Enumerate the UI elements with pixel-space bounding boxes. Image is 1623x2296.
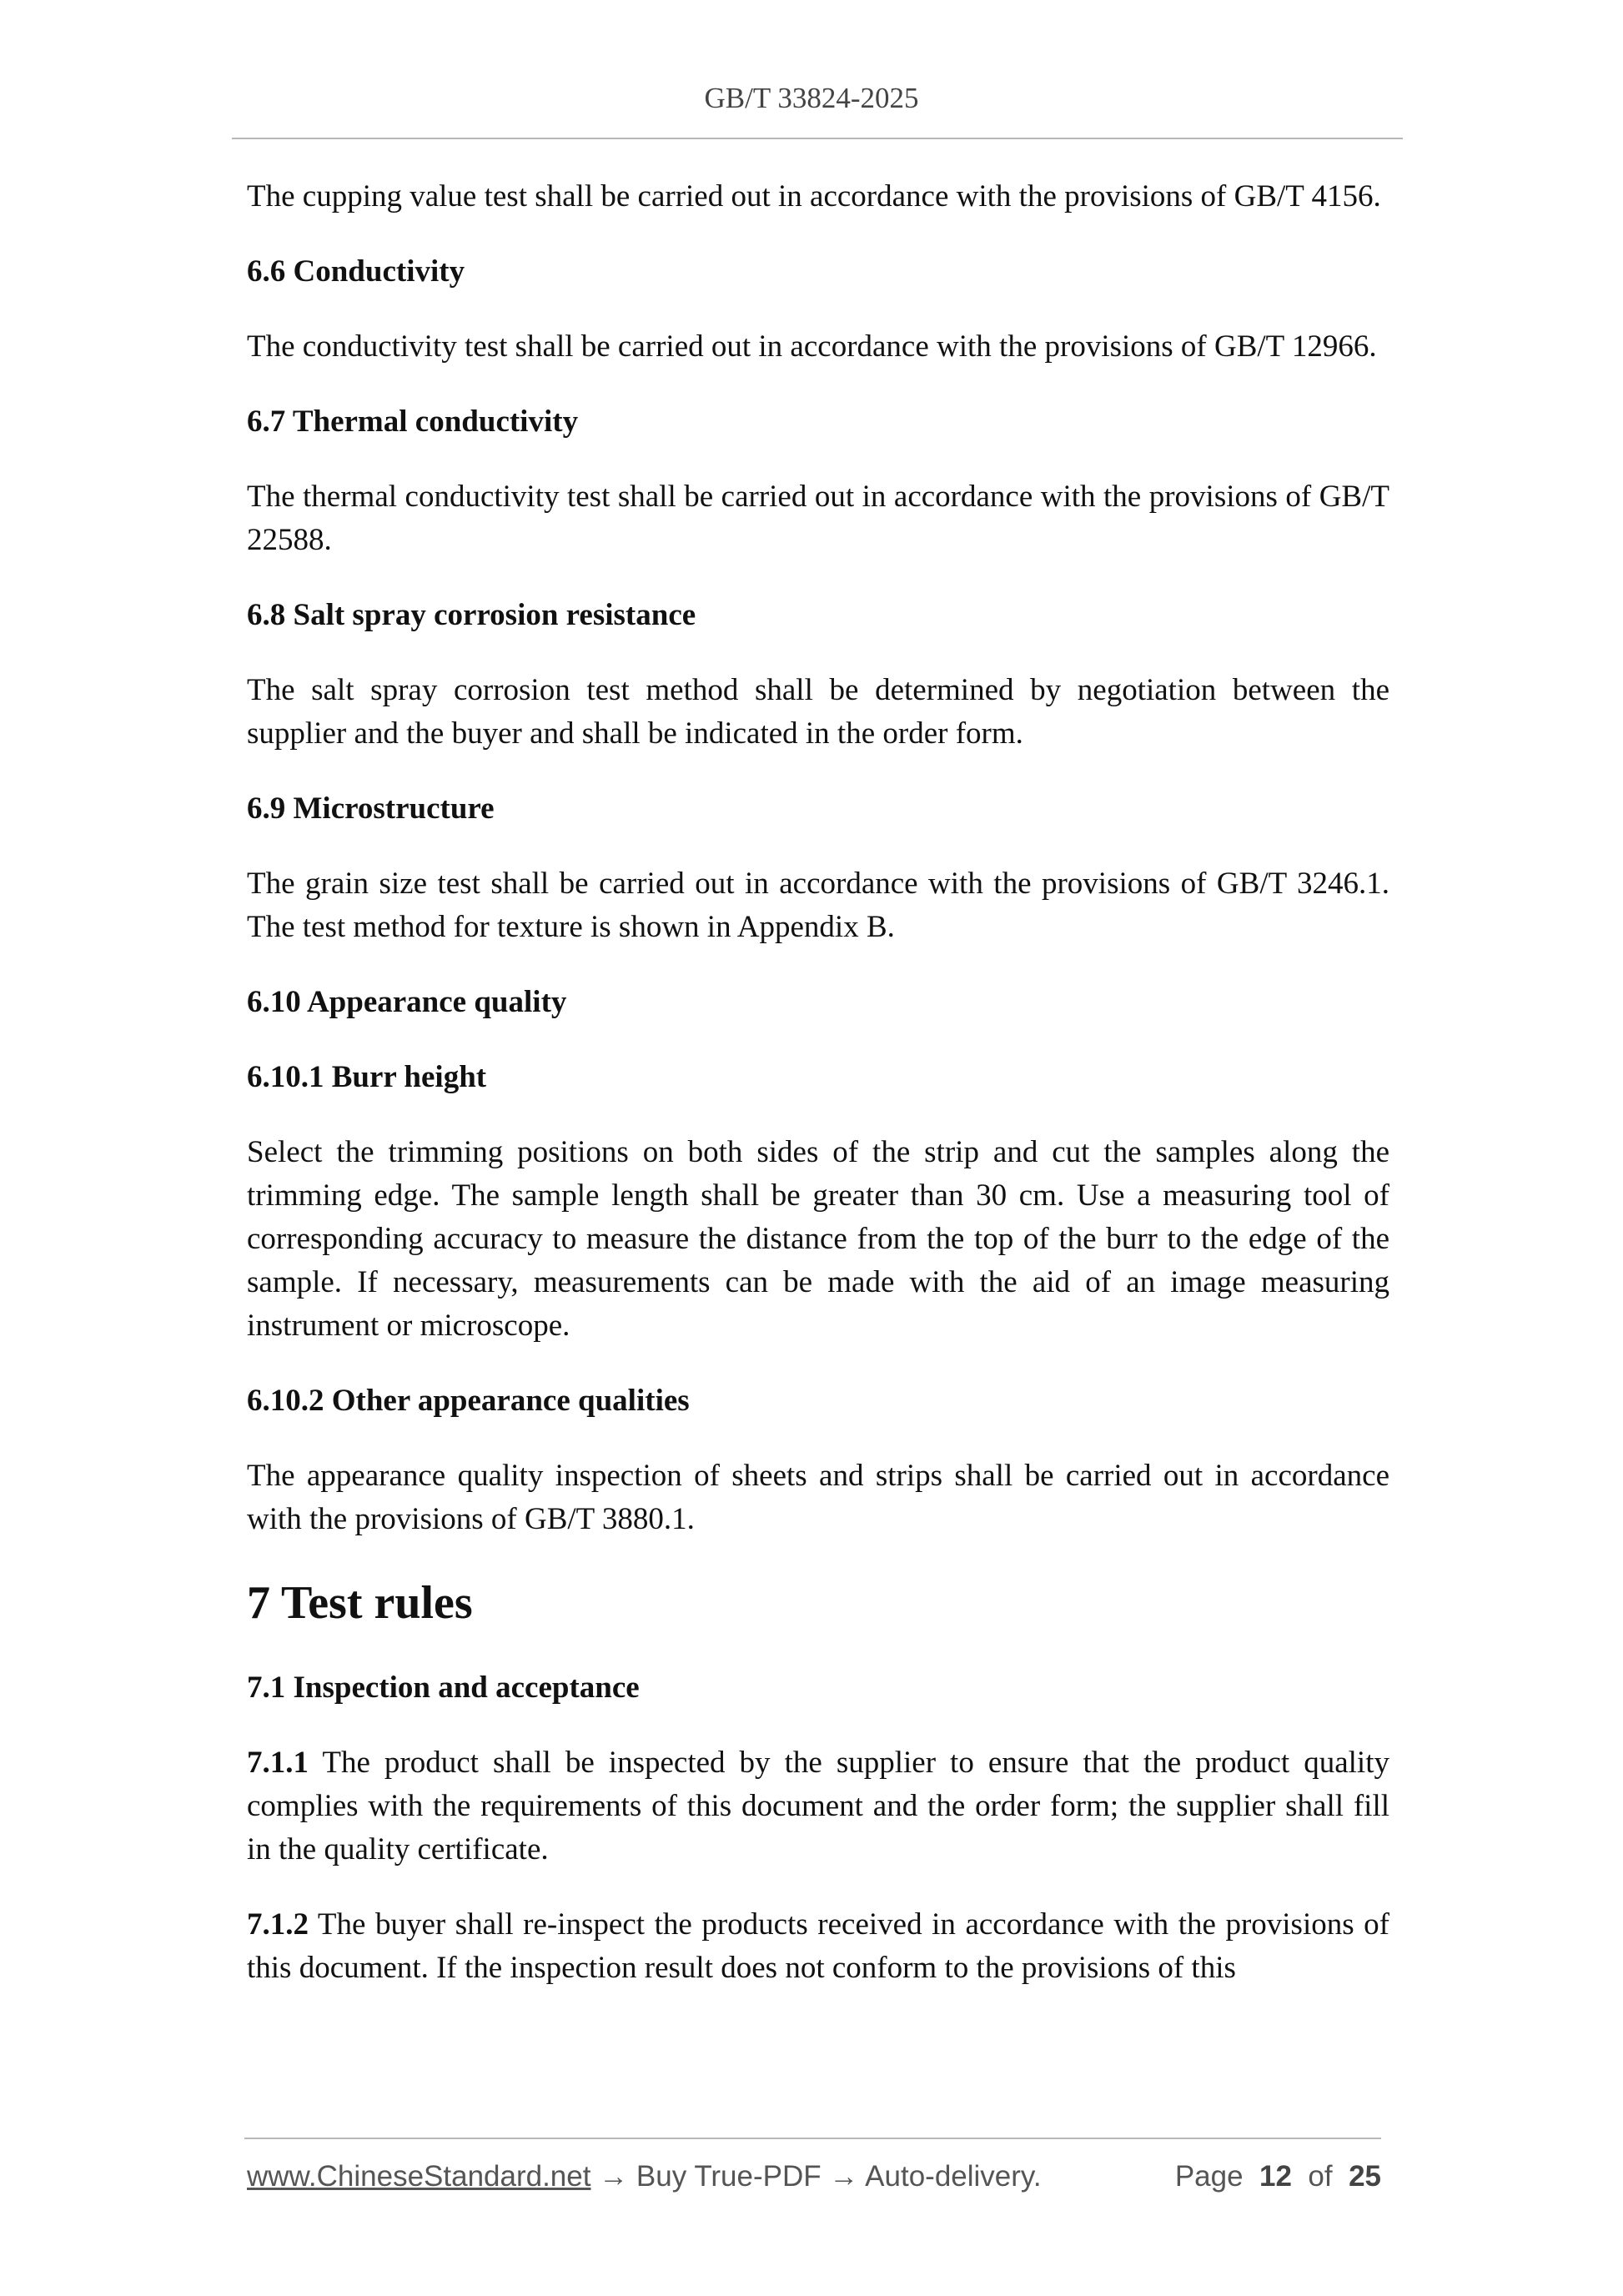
- paragraph-6-10-2: The appearance quality inspection of sheets and strips shall be carried out in accordance with the provisions of GB/T 3880.1.: [247, 1459, 1389, 1536]
- page-footer: [247, 2160, 1381, 2202]
- clause-text-7-1-2: The buyer shall re-inspect the products received in accordance with the provisions of this document. If the inspection result does not conform to the provisions of this: [247, 1907, 1389, 1985]
- chapter-heading-7: 7 Test rules: [247, 1577, 473, 1629]
- paragraph-6-6: The conductivity test shall be carried out in accordance with the provisions of GB/T 12966.: [247, 329, 1377, 364]
- page-word: Page: [1174, 2160, 1244, 2193]
- section-heading-6-10-2: 6.10.2 Other appearance qualities: [247, 1384, 690, 1418]
- clause-7-1-1: [247, 1741, 1389, 1871]
- paragraph-6-10-1: Select the trimming positions on both sides of the strip and cut the samples along the trimming edge. The sample length shall be greater than 30 cm. Use a measuring tool of corresponding accuracy to measure the distance from the top of the burr to the edge of the sample. If necessary, measurements can be made with the aid of an image measuring instrument or microscope.: [247, 1135, 1389, 1343]
- paragraph-6-8: The salt spray corrosion test method shall be determined by negotiation between the supplier and the buyer and shall be indicated in the order form.: [247, 673, 1389, 751]
- paragraph-6-7: The thermal conductivity test shall be carried out in accordance with the provisions of GB/T 22588.: [247, 480, 1389, 557]
- page-total: 25: [1349, 2160, 1381, 2193]
- document-body: [247, 175, 1389, 2022]
- of-word: of: [1308, 2160, 1333, 2193]
- clause-number-7-1-2: 7.1.2: [247, 1907, 309, 1942]
- section-heading-7-1: 7.1 Inspection and acceptance: [247, 1671, 640, 1705]
- clause-7-1-2: [247, 1903, 1389, 1990]
- footer-tagline: → Buy True-PDF → Auto-delivery.: [590, 2160, 1042, 2193]
- paragraph-cupping: The cupping value test shall be carried out in accordance with the provisions of GB/T 4156.: [247, 179, 1381, 214]
- section-heading-6-8: 6.8 Salt spray corrosion resistance: [247, 598, 696, 632]
- section-heading-6-10-1: 6.10.1 Burr height: [247, 1060, 487, 1094]
- footer-divider: [244, 2138, 1381, 2139]
- section-heading-6-6: 6.6 Conductivity: [247, 254, 465, 289]
- footer-promo: [247, 2160, 1042, 2193]
- page-header: GB/T 33824-2025: [704, 82, 919, 114]
- page-number: 12: [1259, 2160, 1292, 2193]
- section-heading-6-7: 6.7 Thermal conductivity: [247, 404, 579, 439]
- clause-text-7-1-1: The product shall be inspected by the supplier to ensure that the product quality complies with the requirements of this document and the order form; the supplier shall fill in the quality certificate.: [247, 1746, 1389, 1866]
- clause-number-7-1-1: 7.1.1: [247, 1746, 309, 1780]
- website-link[interactable]: www.ChineseStandard.net: [247, 2160, 591, 2193]
- paragraph-6-9: The grain size test shall be carried out in accordance with the provisions of GB/T 3246.1. The test method for texture is shown in Appendix B.: [247, 867, 1389, 944]
- page-counter: [1175, 2160, 1381, 2193]
- header-divider: [232, 138, 1403, 139]
- section-heading-6-9: 6.9 Microstructure: [247, 791, 495, 826]
- section-heading-6-10: 6.10 Appearance quality: [247, 985, 567, 1019]
